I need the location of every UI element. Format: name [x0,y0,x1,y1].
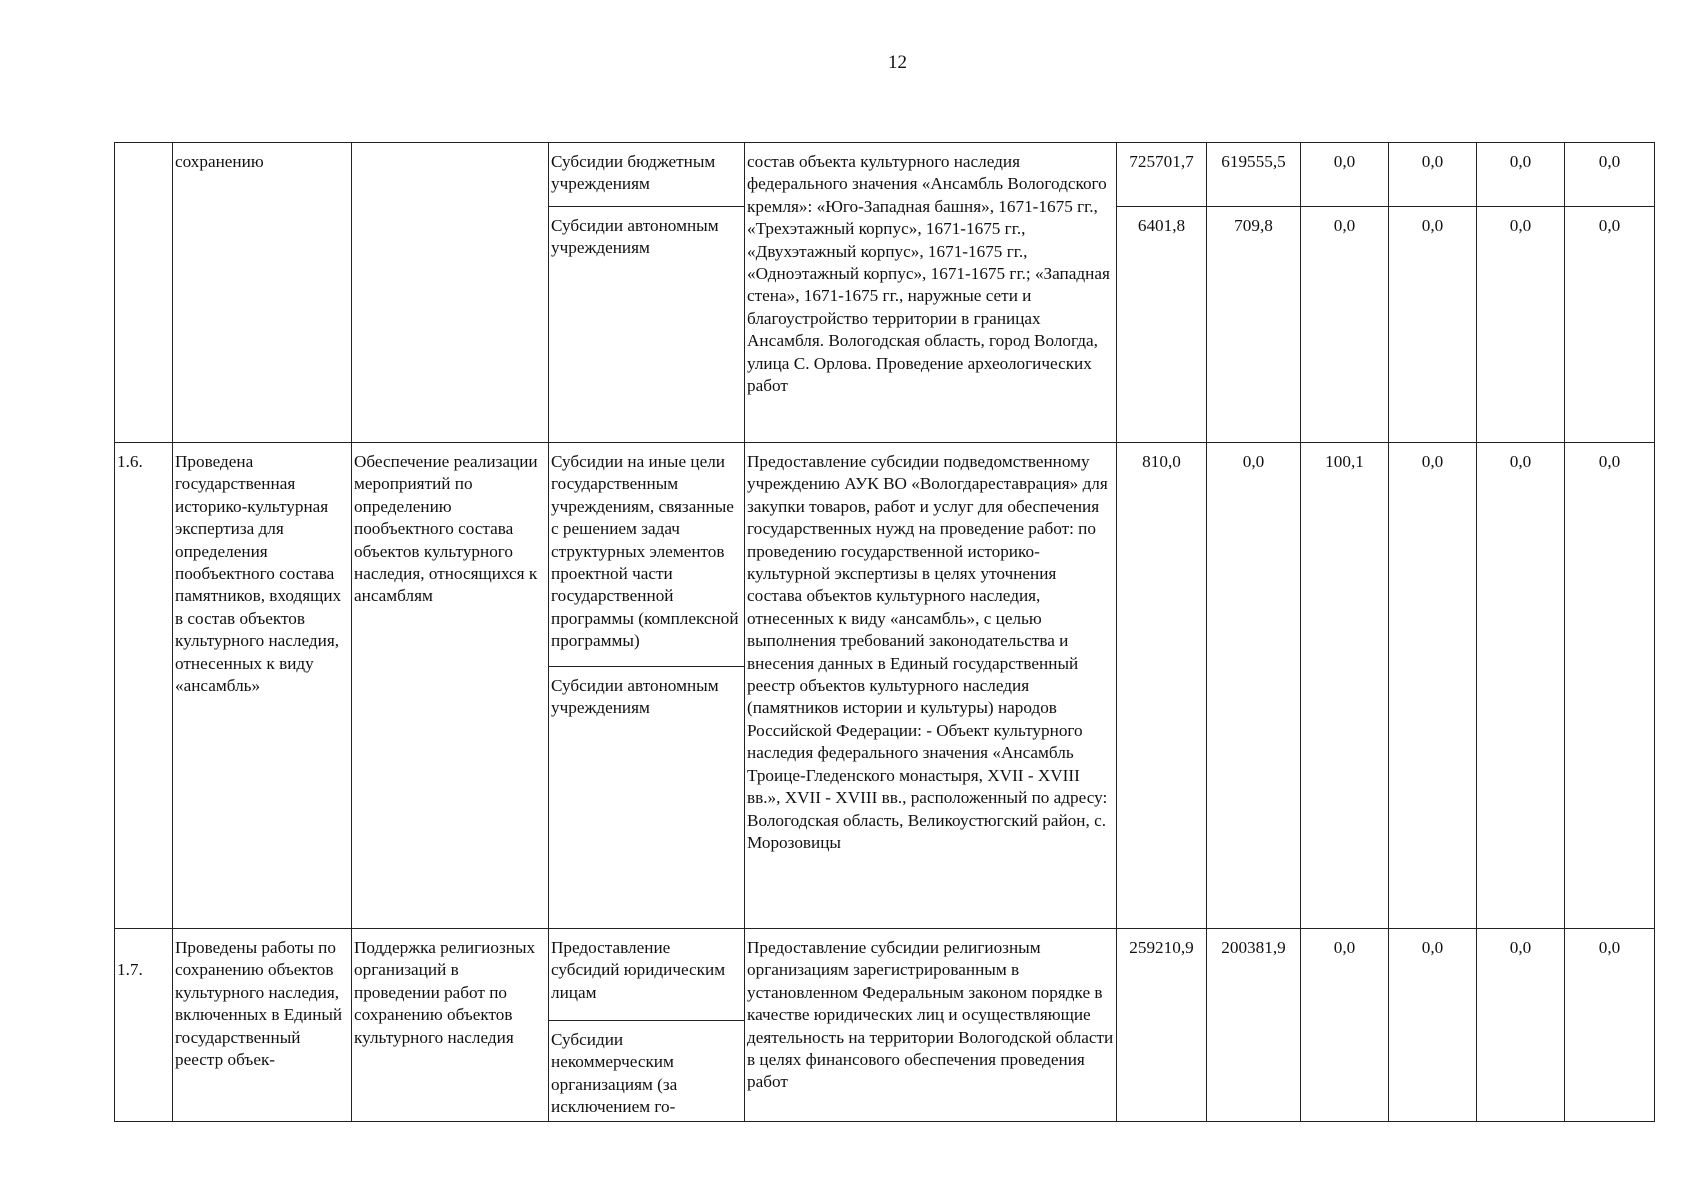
value-cell: 0,0 [1389,143,1477,207]
value-cell: 0,0 [1301,143,1389,207]
value-cell: 100,1 [1301,443,1389,929]
value-cell: 0,0 [1477,143,1565,207]
value-cell: 810,0 [1117,443,1207,929]
value-cell: 0,0 [1301,207,1389,443]
description-cell: Предоставление субсидии подведомственному учреждению АУК ВО «Вологдареставрация» для закупки товаров, работ и услуг для обеспечения государственных нужд на проведение работ: по проведению государственной историко-культурной экспертизы в целях уточнения состава объектов культурного наследия, отнесенных к виду «ансамбль», с целью выполнения требований законодательства и внесения данных в Единый государственный реестр объектов культурного наследия (памятников истории и культуры) народов Российской Федерации: - Объект культурного наследия федерального значения «Ансамбль Троице-Гледенского монастыря, XVII - XVIII вв.», XVII - XVIII вв., расположенный по адресу: Вологодская область, Великоустюгский район, с. Морозовицы [745,443,1117,929]
activity-cell: Поддержка религиозных организаций в проведении работ по сохранению объектов культурного наследия [352,929,549,1122]
activity-cell: Обеспечение реализации мероприятий по определению пообъектного состава объектов культурного наследия, относящихся к ансамблям [352,443,549,929]
value-cell: 619555,5 [1207,143,1301,207]
value-cell: 0,0 [1301,929,1389,1122]
result-cell: сохранению [173,143,352,443]
activity-cell [352,143,549,443]
value-cell: 0,0 [1207,443,1301,929]
row-number-cell: 1.6. [115,443,173,929]
program-table [114,142,1655,1122]
value-cell: 0,0 [1565,929,1655,1122]
value-cell: 0,0 [1389,929,1477,1122]
value-cell: 0,0 [1477,443,1565,929]
result-cell: Проведены работы по сохранению объектов культурного наследия, включенных в Единый государственный реестр объек- [173,929,352,1122]
value-cell: 0,0 [1477,929,1565,1122]
funding-type-cell: Субсидии на иные цели государственным учреждениям, связанные с решением задач структурных элементов проектной части государственной программы (комплексной программы) [549,443,745,667]
table-row [115,143,1655,207]
value-cell: 0,0 [1565,443,1655,929]
table-row [115,443,1655,667]
value-cell: 725701,7 [1117,143,1207,207]
value-cell: 0,0 [1477,207,1565,443]
funding-type-cell: Субсидии бюджетным учреждениям [549,143,745,207]
description-cell: Предоставление субсидии религиозным организациям зарегистрированным в установленном Федеральным законом порядке в качестве юридических лиц и осуществляющие деятельность на территории Вологодской области в целях финансового обеспечения проведения работ [745,929,1117,1122]
funding-type-cell: Субсидии автономным учреждениям [549,207,745,443]
table-row [115,929,1655,1021]
result-cell: Проведена государственная историко-культурная экспертиза для определения пообъектного состава памятников, входящих в состав объектов культурного наследия, отнесенных к виду «ансамбль» [173,443,352,929]
funding-type-cell: Субсидии некоммерческим организациям (за исключением го- [549,1021,745,1122]
value-cell: 709,8 [1207,207,1301,443]
value-cell: 0,0 [1565,143,1655,207]
value-cell: 0,0 [1565,207,1655,443]
page-number: 12 [888,52,907,73]
value-cell: 259210,9 [1117,929,1207,1122]
value-cell: 0,0 [1389,443,1477,929]
value-cell: 6401,8 [1117,207,1207,443]
row-number-cell [115,143,173,443]
value-cell: 200381,9 [1207,929,1301,1122]
funding-type-cell: Предоставление субсидий юридическим лицам [549,929,745,1021]
row-number-cell: 1.7. [115,929,173,1122]
funding-type-cell: Субсидии автономным учреждениям [549,667,745,929]
description-cell: состав объекта культурного наследия федерального значения «Ансамбль Вологодского кремля»: «Юго-Западная башня», 1671-1675 гг., «Трехэтажный корпус», 1671-1675 гг., «Двухэтажный корпус», 1671-1675 гг., «Одноэтажный корпус», 1671-1675 гг.; «Западная стена», 1671-1675 гг., наружные сети и благоустройство территории в границах Ансамбля. Вологодская область, город Вологда, улица С. Орлова. Проведение археологических работ [745,143,1117,443]
value-cell: 0,0 [1389,207,1477,443]
